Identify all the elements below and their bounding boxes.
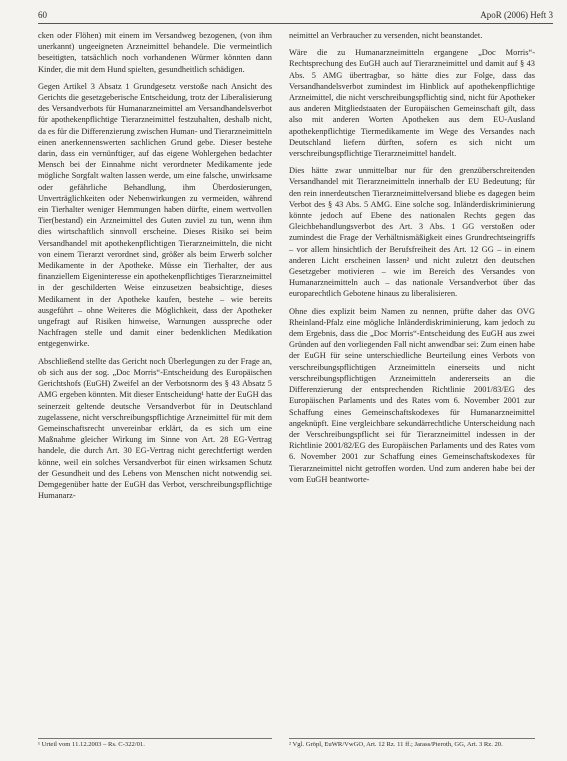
footnote-text: ¹ Urteil vom 11.12.2003 – Rs. C-322/01. <box>38 741 145 748</box>
paragraph: neimittel an Verbraucher zu versenden, nicht beanstandet. <box>289 31 483 40</box>
footnote-right <box>289 738 535 749</box>
page-header <box>38 9 553 24</box>
footnote-left <box>38 738 272 749</box>
footnote-text: ² Vgl. Gröpl, EuWR/VwGO, Art. 12 Rz. 11 ff.; Jarass/Pieroth, GG, Art. 3 Rz. 20. <box>289 741 503 748</box>
right-column <box>289 30 535 491</box>
page-number: 60 <box>38 10 47 20</box>
paragraph: cken oder Flöhen) mit einem im Versandweg bezogenen, (von ihm unerkannt) ungeeigneten Arzneimittel behandele. Die vermeintlich beseitigten, tatsächlich noch vorhandenen Würmer könnten dann Kinder, die mit dem Hund spielten, gesundheitlich schädigen. <box>38 31 272 74</box>
paragraph: Ohne dies explizit beim Namen zu nennen, prüfte daher das OVG Rheinland-Pfalz eine mögliche Inländerdiskriminierung, kam jedoch zu dem Ergebnis, dass die „Doc Morris“-Entscheidung des EuGH aus zwei Gründen auf den vorliegenden Fall nicht anwendbar sei: Zum einen habe der EuGH für seine unterschiedliche Beurteilung eines Verbots von verschreibungspflichtigen Arzneimitteln einerseits und nicht verschreibungspflichtigen Arzneimitteln andererseits an die Differenzierung der entsprechenden Richtlinie 2001/83/EG des Europäischen Parlaments und des Rates vom 6. November 2001 zur Schaffung eines Gemeinschaftskodexes für Humanarzneimittel angeknüpft. Eine vergleichbare sekundärrechtliche Unterscheidung nach der Verschreibungspflicht sei für Tierarzneimittel indessen in der Richtlinie 2001/82/EG des Europäischen Parlaments und des Rates vom 6. November 2001 zur Schaffung eines Gemeinschaftskodexes für Tierarzneimittel nicht getroffen worden. Und zum anderen habe bei der vom EuGH beantworte- <box>289 306 535 484</box>
paragraph: Abschließend stellte das Gericht noch Überlegungen zu der Frage an, ob sich aus der sog. „Doc Morris“-Entscheidung des Europäischen Gerichtshofs (EuGH) Zweifel an der Verbotsnorm des § 43 Absatz 5 AMG ergeben könnten. Mit dieser Entscheidung¹ hatte der EuGH das seinerzeit geltende deutsche Versandverbot für in Deutschland zugelassene, nicht verschreibungspflichtige Arzneimittel für mit dem Gemeinschaftsrecht unvereinbar erklärt, da es sich um eine Maßnahme gleicher Wirkung im Sinne von Art. 28 EG-Vertrag handele, die durch Art. 30 EG-Vertrag nicht gerechtfertigt werden könne, weil ein solches Versandverbot für einen wirksamen Schutz der Gesundheit und des Lebens von Menschen nicht notwendig sei. Demgegenüber hatte der EuGH das Verbot, verschreibungspflichtige Humanarz- <box>38 356 272 501</box>
left-column <box>38 30 272 507</box>
journal-reference: ApoR (2006) Heft 3 <box>480 10 553 20</box>
paragraph: Gegen Artikel 3 Absatz 1 Grundgesetz verstoße nach Ansicht des Gerichts die gesetzgeberische Entscheidung, trotz der Liberalisierung des Versandverbots für Humanarzneimittel am Versandhandelsverbot für apothekenpflichtige Tierarzneimittel festzuhalten, deshalb nicht, da es für die Differenzierung zwischen Human- und Tierarzneimitteln einen anerkennenswerten sachlichen Grund gebe. Dieser bestehe darin, dass ein vernünftiger, auf das eigene Wohlergehen bedachter Mensch bei der Einnahme nicht verordneter Medikamente jede mögliche Sorgfalt walten lassen werde, um eine falsche, unwirksame oder gefährliche Behandlung, ihm Überdosierungen, Unverträglichkeiten oder Nebenwirkungen zu vermeiden, während ein Tierhalter weniger Hemmungen haben dürfte, einem wertvollen Tier(bestand) ein Arzneimittel des Guten zuviel zu tun, wenn ihm dies wirtschaftlich sinnvoll erscheine. Dieses Risiko sei beim Versandhandel mit apothekenpflichtigen Tierarzneimitteln, die nicht von einem Tierarzt verordnet sind, größer als beim Erwerb solcher Medikamente in der Apotheke. Müsse ein Tierhalter, der aus finanziellem Eigeninteresse ein apothekenpflichtiges Tierarzneimittel in der geschilderten Weise einzusetzen beabsichtige, dieses Medikament in der Apotheke kaufen, bestehe – wie bereits ausgeführt – ohne Weiteres die Möglichkeit, dass der Apotheker ungefragt auf Risiken hinweise, Warnungen ausspreche oder Nachfragen stelle und damit einer bedenklichen Medikation entgegenwirke. <box>38 81 272 349</box>
paragraph: Dies hätte zwar unmittelbar nur für den grenzüberschreitenden Versandhandel mit Tierarzneimitteln innerhalb der EU Bedeutung; für den rein innerdeutschen Tierarzneimittelversand bliebe es dagegen beim Verbot des § 43 Abs. 5 AMG. Eine solche sog. Inländerdiskriminierung könnte jedoch auf Ebene des nationalen Rechts gegen das Gleichbehandlungsverbot des Art. 3 Abs. 1 GG verstoßen oder zumindest die Frage der Verhältnismäßigkeit eines Grundrechtseingriffs – vor allem hinsichtlich der Berufsfreiheit des Art. 12 GG – in einem anderen Licht erscheinen lassen² und nicht zuletzt den deutschen Gesetzgeber motivieren – wie im Bereich des Versandes von Humanarzneimitteln auch – das nationale Versandverbot über das europarechtlich Gebotene hinaus zu liberalisieren. <box>289 166 535 299</box>
paragraph: Wäre die zu Humanarzneimitteln ergangene „Doc Morris“-Rechtsprechung des EuGH auch auf Tierarzneimittel und damit auf § 43 Abs. 5 AMG übertragbar, so hätte dies zur Folge, dass das Versandhandelsverbot zumindest im Hinblick auf apothekenpflichtige Arzneimittel, die nicht verschreibungspflichtig sind, nicht für Apotheker aus anderen Mitgliedstaaten der Europäischen Gemeinschaft gilt, dass also mit anderen Worten Apotheken aus dem EU-Ausland apothekenpflichtige Tiermedikamente im Wege des Versandes nach Deutschland liefern dürften, sofern es sich nicht um verschreibungspflichtige Tierarzneimittel handelt. <box>289 48 535 159</box>
